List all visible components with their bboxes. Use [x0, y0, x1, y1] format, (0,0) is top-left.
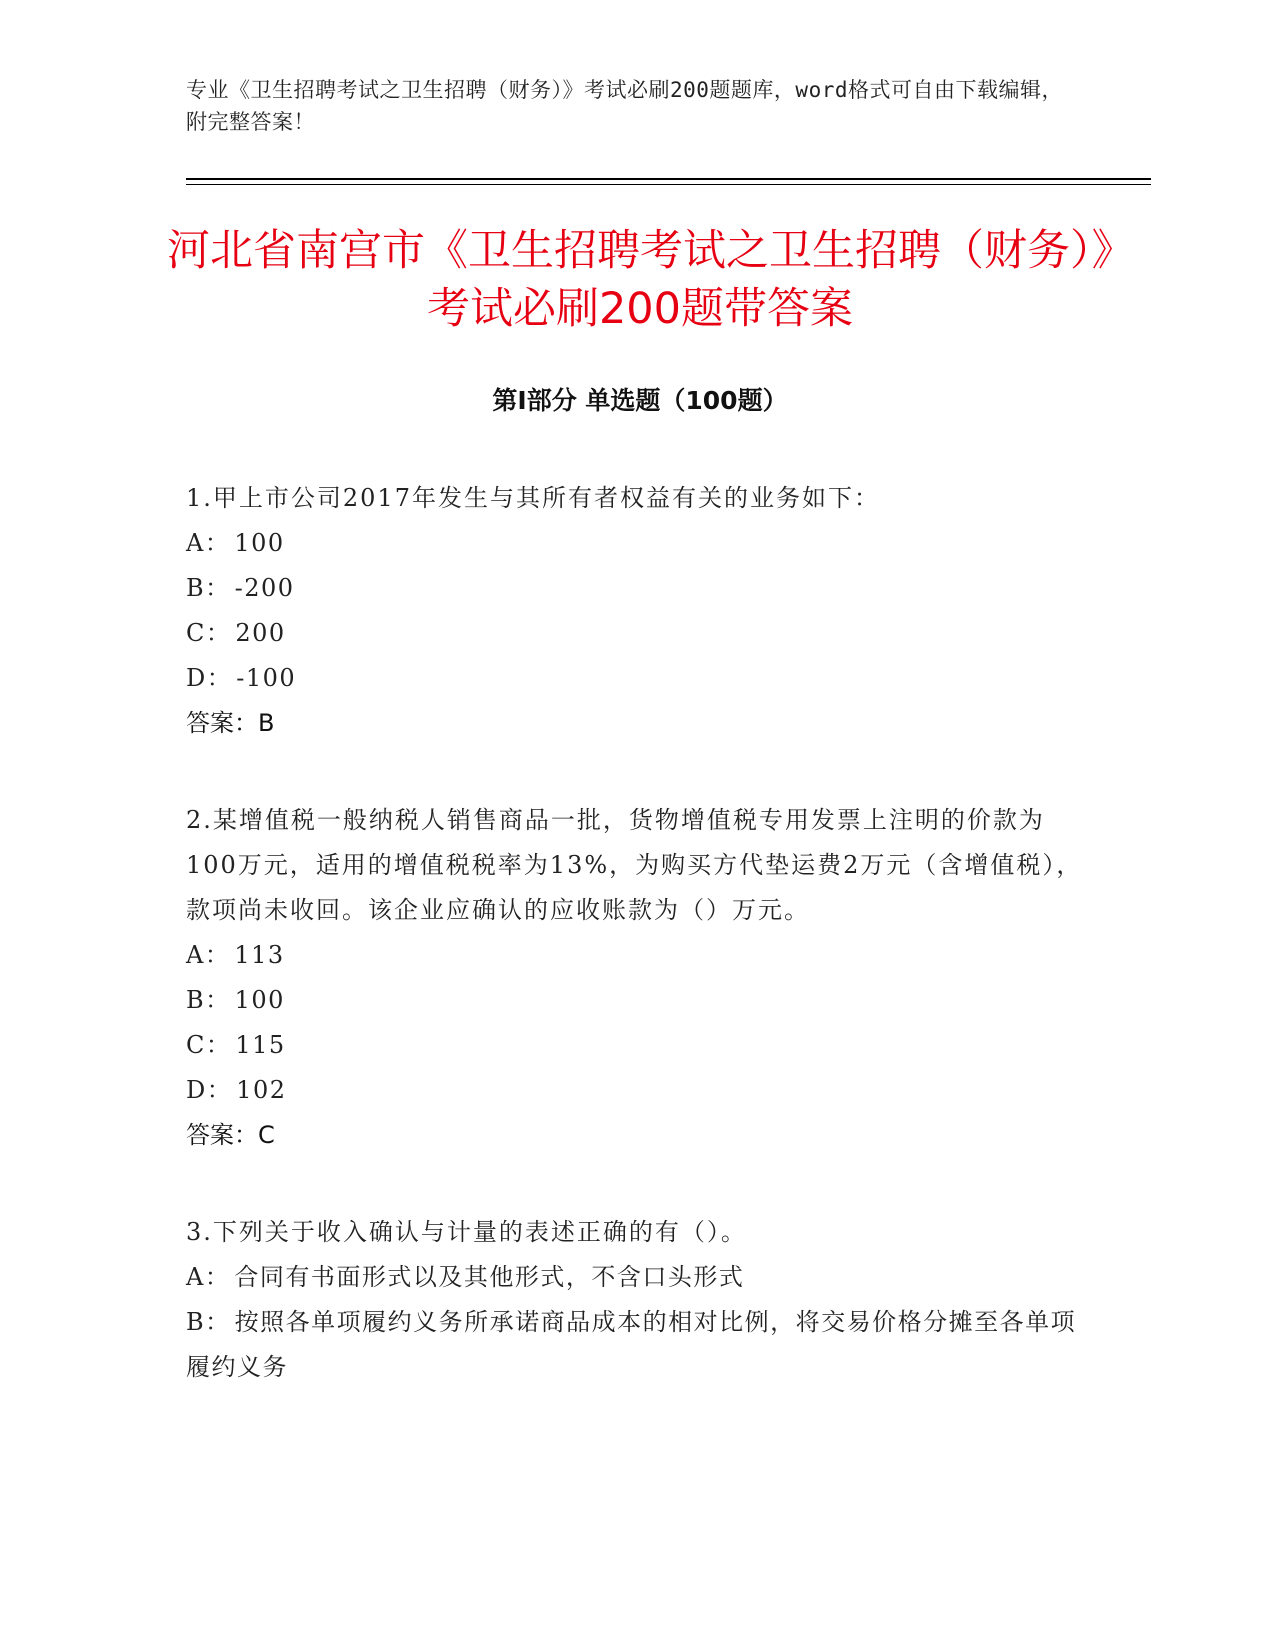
option-letter: B：: [186, 1308, 231, 1336]
option-b: [186, 978, 1086, 1023]
option-text: 102: [236, 1076, 287, 1104]
option-text: 合同有书面形式以及其他形式，不含口头形式: [234, 1263, 745, 1291]
question-3: [186, 1210, 1086, 1390]
option-letter: D：: [186, 1076, 233, 1104]
option-c: [186, 611, 1086, 656]
option-text: 115: [235, 1031, 286, 1059]
question-1: [186, 476, 1086, 746]
option-c: [186, 1023, 1086, 1068]
option-a: [186, 933, 1086, 978]
option-letter: B：: [186, 986, 231, 1014]
option-letter: B：: [186, 574, 231, 602]
option-b: [186, 566, 1086, 611]
option-text: 200: [235, 619, 286, 647]
option-letter: A：: [186, 1263, 231, 1291]
question-stem: 3.下列关于收入确认与计量的表述正确的有（）。: [186, 1218, 747, 1246]
option-text: -200: [234, 574, 295, 602]
option-d: [186, 656, 1086, 701]
header-rule-thin: [186, 184, 1151, 185]
option-letter: C：: [186, 619, 232, 647]
option-text: -100: [236, 664, 297, 692]
option-letter: D：: [186, 664, 233, 692]
question-stem: 2.某增值税一般纳税人销售商品一批，货物增值税专用发票上注明的价款为100万元，适用的增值税税率为13%，为购买方代垫运费2万元（含增值税），款项尚未收回。该企业应确认的应收账款为（）万元。: [186, 806, 1083, 924]
answer-line: 答案：C: [186, 1121, 275, 1149]
option-a: [186, 521, 1086, 566]
intro-text: 专业《卫生招聘考试之卫生招聘（财务）》考试必刷200题题库，word格式可自由下载编辑，附完整答案！: [186, 78, 1063, 134]
option-d: [186, 1068, 1086, 1113]
option-text: 按照各单项履约义务所承诺商品成本的相对比例，将交易价格分摊至各单项履约义务: [186, 1308, 1077, 1381]
option-text: 100: [234, 986, 285, 1014]
option-letter: C：: [186, 1031, 232, 1059]
question-2: [186, 798, 1086, 1158]
option-b: [186, 1300, 1086, 1390]
option-letter: A：: [186, 529, 231, 557]
question-list: [186, 476, 1086, 1442]
option-letter: A：: [186, 941, 231, 969]
answer-line: 答案：B: [186, 709, 275, 737]
option-text: 113: [234, 941, 285, 969]
section-heading: 第I部分 单选题（100题）: [492, 386, 788, 415]
option-text: 100: [234, 529, 285, 557]
option-a: [186, 1255, 1086, 1300]
question-stem: 1.甲上市公司2017年发生与其所有者权益有关的业务如下：: [186, 484, 880, 512]
document-title: 河北省南宫市《卫生招聘考试之卫生招聘（财务）》考试必刷200题带答案: [167, 226, 1113, 334]
header-rule-thick: [186, 178, 1151, 180]
